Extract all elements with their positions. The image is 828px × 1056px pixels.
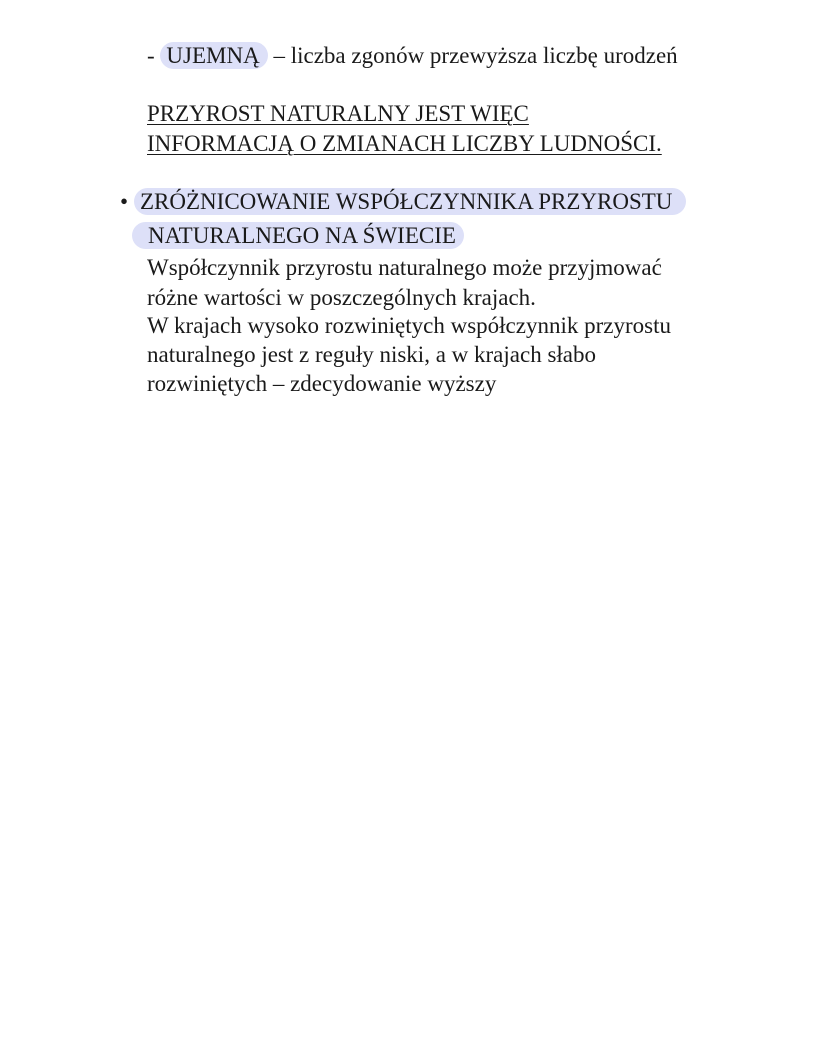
bullet-marker: •	[120, 189, 129, 214]
body-line: Współczynnik przyrostu naturalnego może przyjmować	[147, 255, 662, 280]
term-negative-highlight: UJEMNĄ	[160, 42, 267, 69]
section-heading-line-2	[132, 221, 464, 251]
body-line: naturalnego jest z reguły niski, a w krajach słabo	[147, 342, 596, 367]
body-line: W krajach wysoko rozwiniętych współczynnik przyrostu	[147, 313, 671, 338]
body-line: różne wartości w poszczególnych krajach.	[147, 285, 536, 310]
body-line: rozwiniętych – zdecydowanie wyższy	[147, 371, 497, 396]
section-heading-line-1	[134, 187, 686, 217]
heading-highlight-2: NATURALNEGO NA ŚWIECIE	[132, 222, 464, 249]
heading-highlight-1: ZRÓŻNICOWANIE WSPÓŁCZYNNIKA PRZYROSTU	[134, 188, 686, 215]
summary-line-1: PRZYROST NATURALNY JEST WIĘC	[147, 101, 529, 126]
dash-prefix: -	[147, 43, 161, 68]
negative-growth-line	[147, 41, 678, 71]
negative-definition: – liczba zgonów przewyższa liczbę urodzeń	[267, 43, 678, 68]
summary-line-2: INFORMACJĄ O ZMIANACH LICZBY LUDNOŚCI.	[147, 131, 662, 156]
